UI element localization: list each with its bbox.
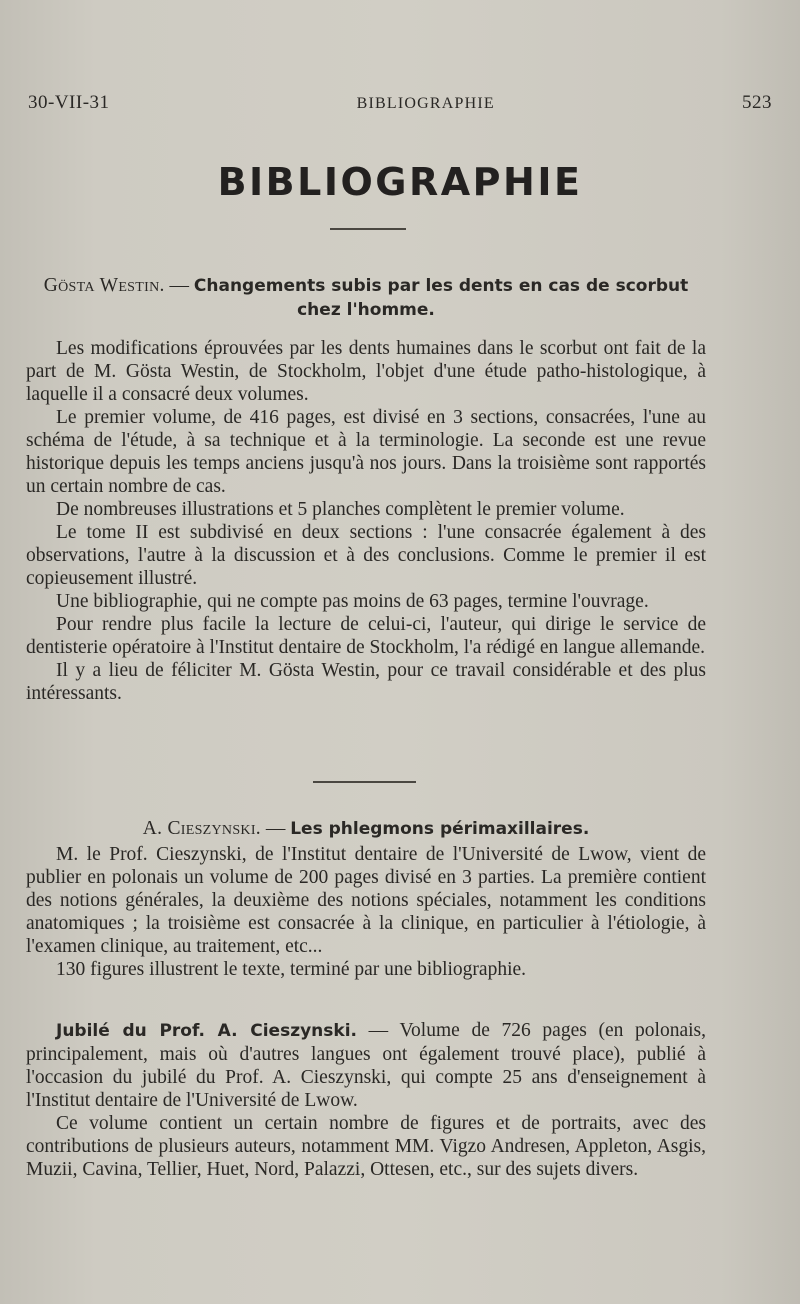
review1-paragraph: Le premier volume, de 416 pages, est divisé en 3 sections, consacrées, l'une au schéma de l'étude, à sa technique et à la terminologie. La seconde est une revue historique depuis les temps anciens jusqu'à nos jours. Dans la troisième sont rapportés un certain nombre de cas. — [26, 407, 706, 497]
review2-title: Les phlegmons périmaxillaires. — [290, 819, 590, 839]
review3-lead-text: — Volume de 726 pages (en polonais, principalement, mais où d'autres langues ont également trouvé place), publié à l'occasion du jubilé du Prof. A. Cieszynski, qui compte 25 ans d'enseignement à l'Institut dentaire de l'Université de Lwow. — [26, 1020, 706, 1111]
review1-paragraph: Une bibliographie, qui ne compte pas moins de 63 pages, termine l'ouvrage. — [56, 591, 649, 612]
running-head-section: BIBLIOGRAPHIE — [356, 95, 495, 112]
page-number: 523 — [741, 92, 772, 113]
review1-paragraph: Il y a lieu de féliciter M. Gösta Westin, pour ce travail considérable et des plus intéressants. — [26, 660, 706, 704]
review1-paragraph: Pour rendre plus facile la lecture de celui-ci, l'auteur, qui dirige le service de dentisterie opératoire à l'Institut dentaire de Stockholm, l'a rédigé en langue allemande. — [26, 614, 706, 658]
review1-author: Gösta Westin. — [43, 275, 165, 296]
running-head — [28, 92, 772, 120]
review1-heading — [26, 274, 706, 322]
page-title: BIBLIOGRAPHIE — [217, 160, 583, 204]
review2-paragraph: M. le Prof. Cieszynski, de l'Institut dentaire de l'Université de Lwow, vient de publier en polonais un volume de 200 pages divisé en 3 parties. La première contient des notions générales, la deuxième des notions spéciales, notamment les conditions anatomiques ; la troisième est consacrée à la clinique, en particulier à l'étiologie, à l'examen clinique, au traitement, etc... — [26, 844, 706, 957]
review2-heading — [26, 817, 706, 841]
review2-body — [26, 843, 706, 981]
section-divider — [313, 781, 416, 783]
review2-dash: — — [260, 818, 291, 839]
review2-paragraph: 130 figures illustrent le texte, terminé par une bibliographie. — [56, 959, 527, 980]
review1-paragraph: Le tome II est subdivisé en deux sections : l'une consacrée également à des observations, l'autre à la discussion et à des conclusions. Comme le premier il est copieusement illustré. — [26, 522, 706, 589]
review2-author: A. Cieszynski. — [142, 818, 261, 839]
review1-paragraph: Les modifications éprouvées par les dents humaines dans le scorbut ont fait de la part de M. Gösta Westin, de Stockholm, l'objet d'une étude patho-histologique, à laquelle il a consacré deux volumes. — [26, 338, 706, 405]
review3-body — [26, 1019, 706, 1181]
review1-dash: — — [164, 275, 194, 296]
review1-body — [26, 337, 706, 705]
review3-lead-paragraph — [26, 1019, 706, 1112]
review3-paragraph: Ce volume contient un certain nombre de figures et de portraits, avec des contributions de plusieurs auteurs, notamment MM. Vigzo Andresen, Appleton, Asgis, Muzii, Cavina, Tellier, Huet, Nord, Palazzi, Ottesen, etc., sur des sujets divers. — [26, 1113, 706, 1180]
review3-lead: Jubilé du Prof. A. Cieszynski. — [56, 1021, 357, 1041]
review1-paragraph: De nombreuses illustrations et 5 planches complètent le premier volume. — [56, 499, 625, 520]
title-divider — [330, 228, 406, 230]
review1-title: Changements subis par les dents en cas de scorbut chez l'homme. — [193, 276, 689, 320]
running-head-date: 30-VII-31 — [28, 92, 110, 113]
